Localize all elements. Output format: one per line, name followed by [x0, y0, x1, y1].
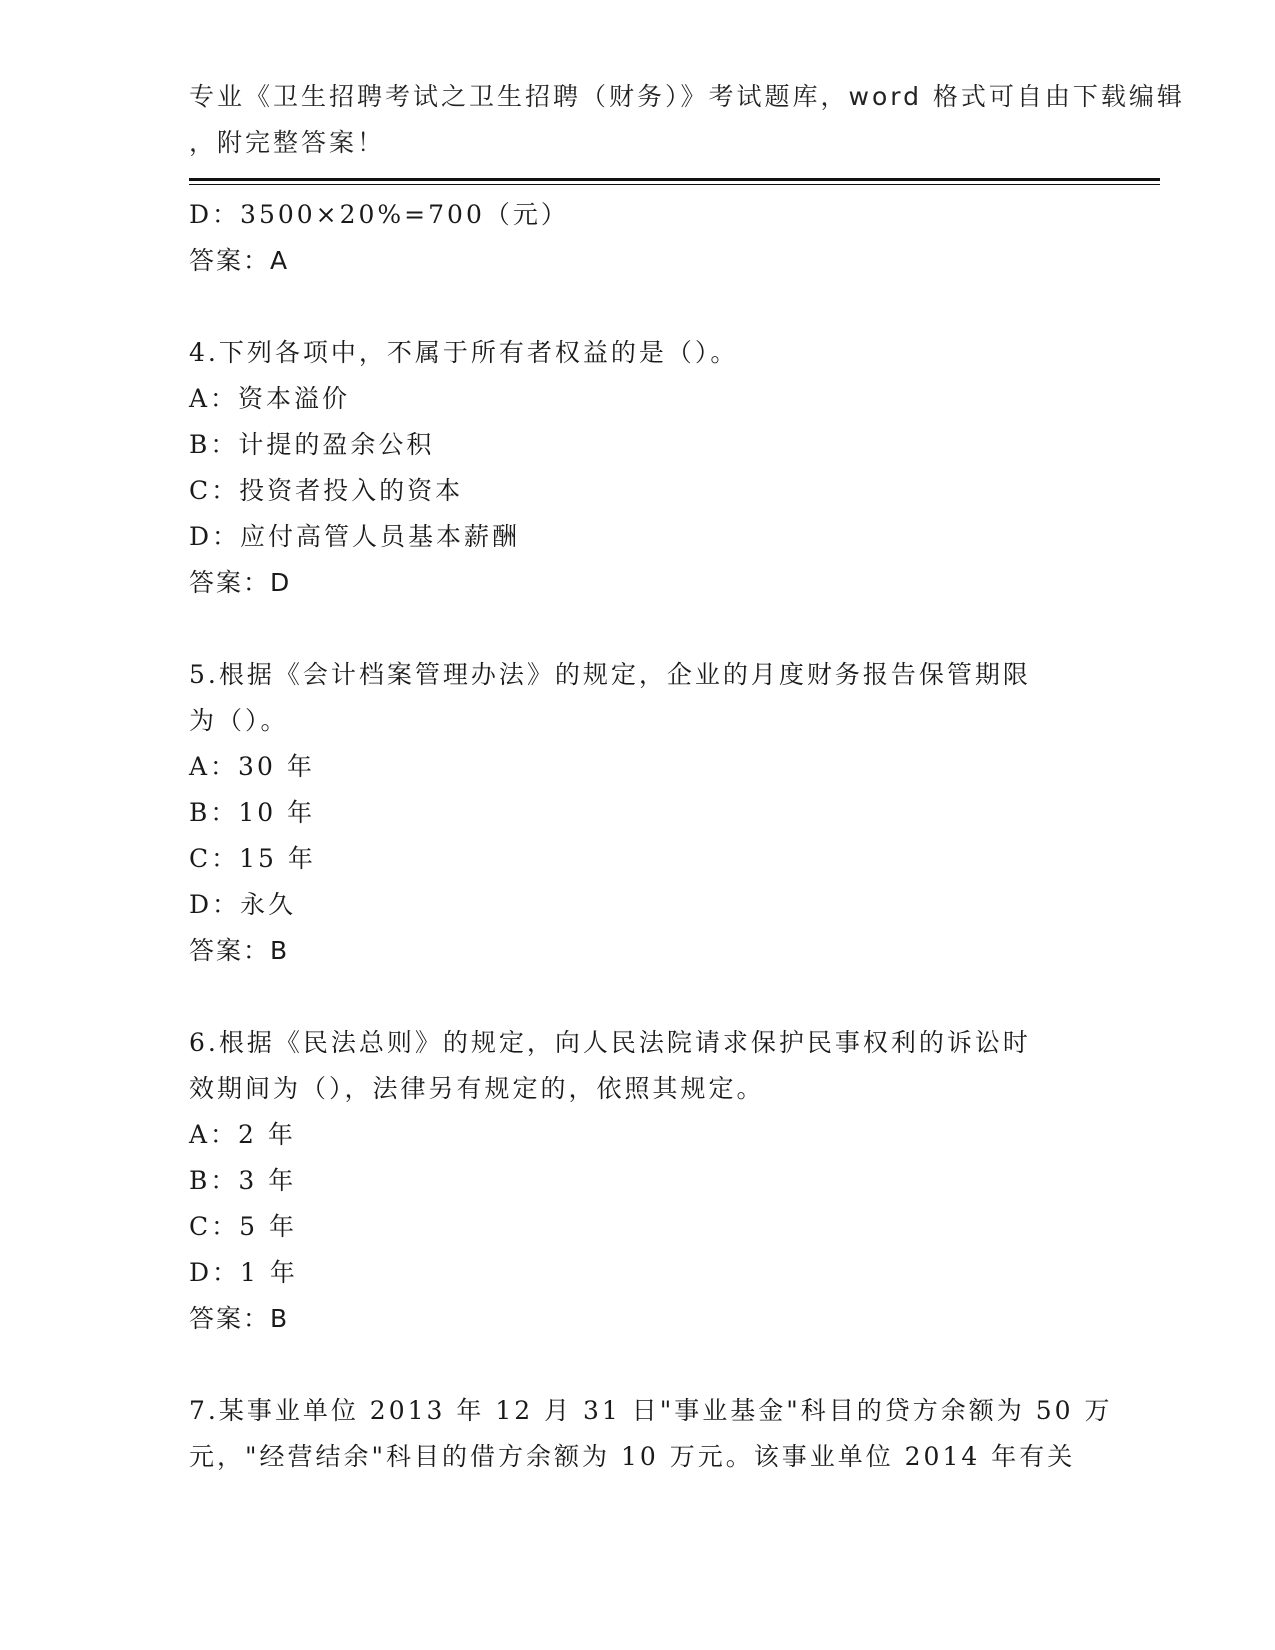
- option-a: A：30 年: [189, 752, 315, 781]
- question-stem-continued: 效期间为（），法律另有规定的，依照其规定。: [189, 1074, 765, 1103]
- question-stem-continued: 元，"经营结余"科目的借方余额为 10 万元。该事业单位 2014 年有关: [189, 1442, 1076, 1471]
- question-7: [189, 1388, 1113, 1480]
- option-d: D：3500×20%=700（元）: [189, 200, 569, 229]
- option-c: C：投资者投入的资本: [189, 476, 464, 505]
- option-d: D：1 年: [189, 1258, 298, 1287]
- header-line-2: ，附完整答案！: [189, 128, 386, 157]
- answer-line: 答案：D: [189, 568, 292, 597]
- option-d: D：应付高管人员基本薪酬: [189, 522, 521, 551]
- question-list: [189, 192, 1113, 1480]
- answer-line: 答案：B: [189, 1304, 290, 1333]
- previous-question-tail: [189, 192, 1089, 284]
- answer-line: 答案：B: [189, 936, 290, 965]
- question-stem-continued: 为（）。: [189, 706, 289, 735]
- answer-line: 答案：A: [189, 246, 290, 275]
- header-divider-thin: [189, 184, 1160, 185]
- header-divider-thick: [189, 178, 1160, 181]
- header-line-1: 专业《卫生招聘考试之卫生招聘（财务）》考试题库，word 格式可自由下载编辑: [189, 82, 1185, 111]
- option-c: C：15 年: [189, 844, 316, 873]
- option-b: B：3 年: [189, 1166, 297, 1195]
- question-4: [189, 330, 1089, 606]
- question-6: [189, 1020, 1089, 1342]
- option-a: A：2 年: [189, 1120, 296, 1149]
- question-5: [189, 652, 1089, 974]
- option-b: B：计提的盈余公积: [189, 430, 435, 459]
- option-c: C：5 年: [189, 1212, 297, 1241]
- question-stem: 5.根据《会计档案管理办法》的规定，企业的月度财务报告保管期限: [189, 660, 1031, 689]
- option-b: B：10 年: [189, 798, 316, 827]
- question-stem: 6.根据《民法总则》的规定，向人民法院请求保护民事权利的诉讼时: [189, 1028, 1031, 1057]
- option-a: A：资本溢价: [189, 384, 351, 413]
- document-header: [189, 74, 1185, 166]
- question-stem: 4.下列各项中，不属于所有者权益的是（）。: [189, 338, 739, 367]
- question-stem: 7.某事业单位 2013 年 12 月 31 日"事业基金"科目的贷方余额为 50 万: [189, 1396, 1113, 1425]
- option-d: D：永久: [189, 890, 297, 919]
